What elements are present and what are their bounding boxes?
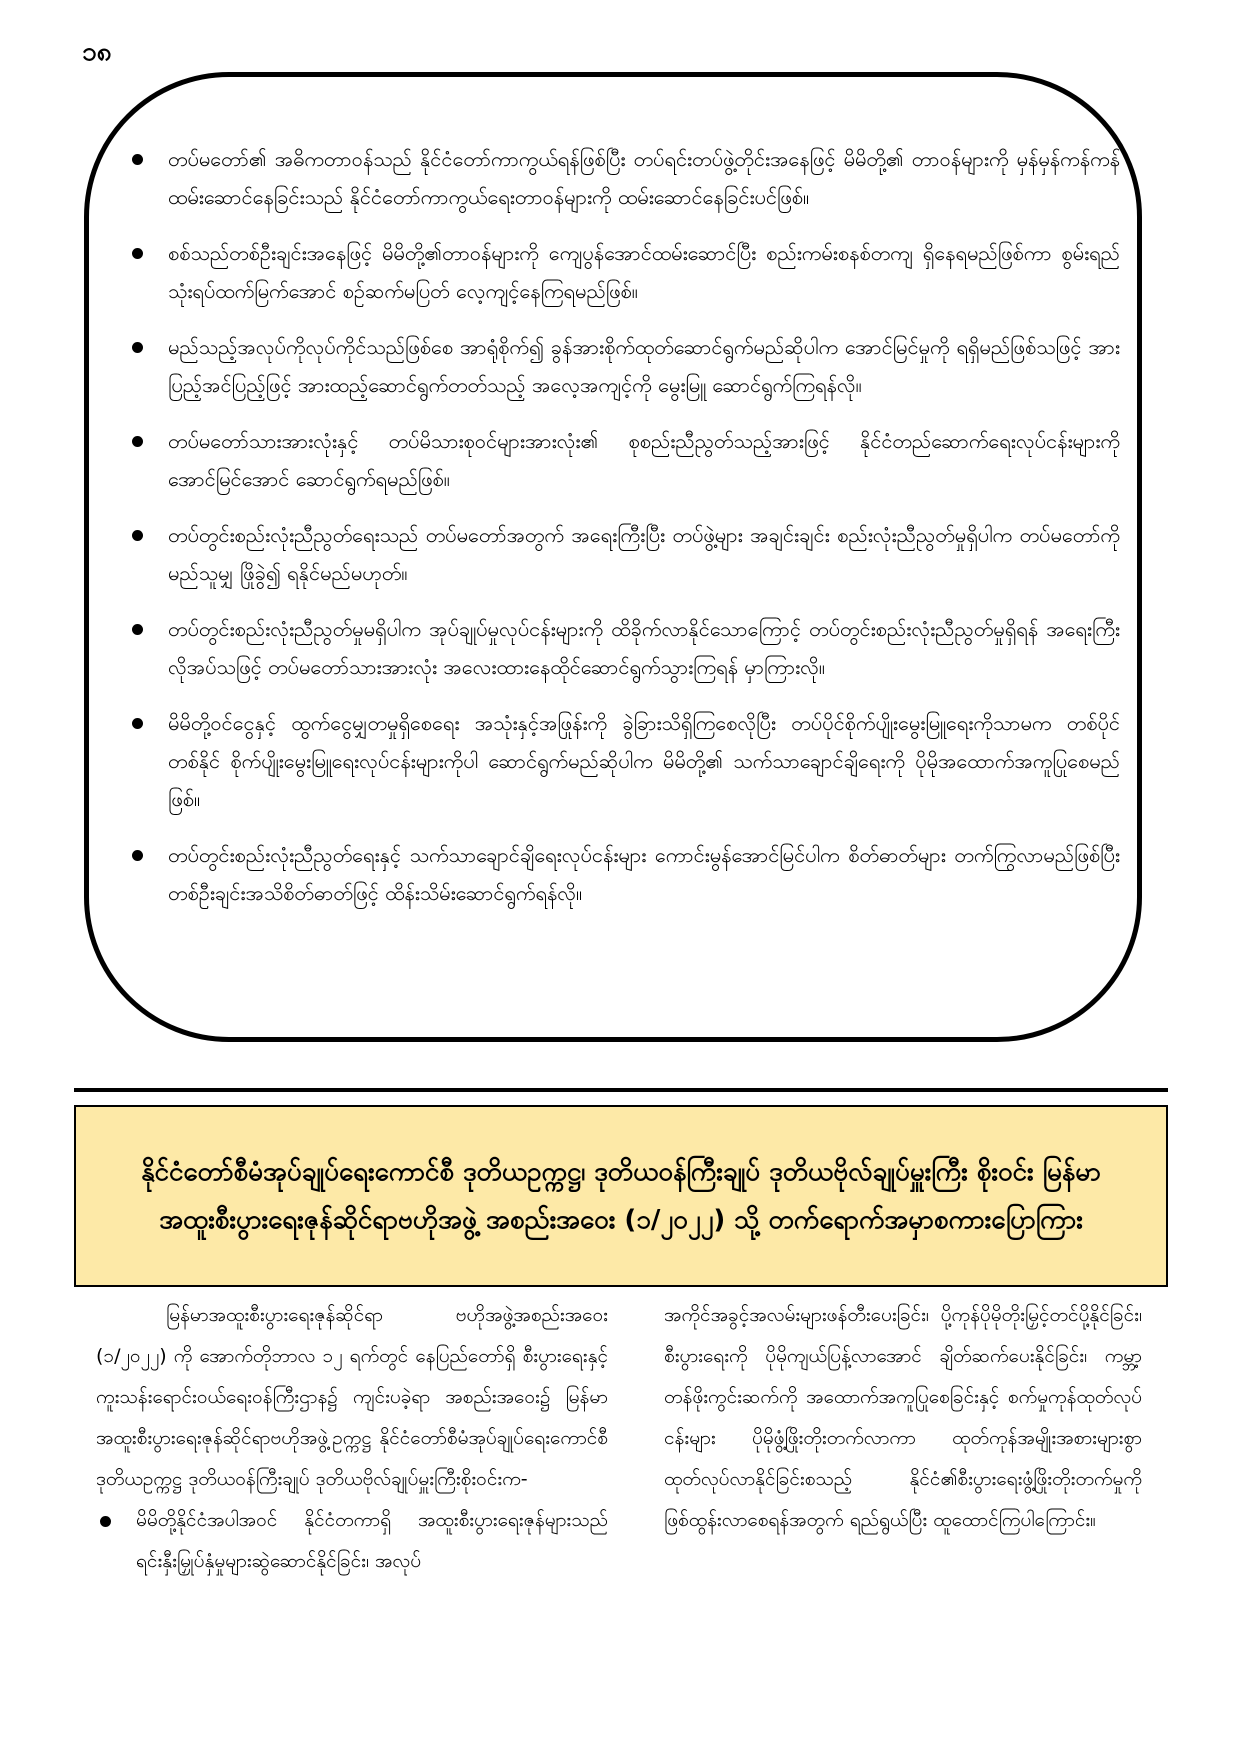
list-item	[130, 516, 1120, 592]
bullet-list	[130, 140, 1120, 930]
bullet-icon	[100, 1516, 111, 1527]
body-column-right	[664, 1295, 1142, 1541]
bullet-icon	[132, 154, 143, 165]
list-item	[130, 234, 1120, 310]
body-bullet	[96, 1500, 608, 1582]
body-paragraph: အကိုင်အခွင့်အလမ်းများဖန်တီးပေးခြင်း၊ ပို့ကုန်ပိုမိုတိုးမြှင့်တင်ပို့နိုင်ခြင်း၊ စီးပွားရေးကို ပိုမိုကျယ်ပြန့်လာအောင် ချိတ်ဆက်ပေးနိုင်ခြင်း၊ ကမ္ဘာ့တန်ဖိုးကွင်းဆက်ကို အထောက်အကူပြုစေခြင်းနှင့် စက်မှုကုန်ထုတ်လုပ်ငန်းများ ပိုမိုဖွံ့ဖြိုးတိုးတက်လာကာ ထုတ်ကုန်အမျိုးအစားများစွာ ထုတ်လုပ်လာနိုင်ခြင်းစသည့် နိုင်ငံ၏စီးပွားရေးဖွံ့ဖြိုးတိုးတက်မှုကို ဖြစ်ထွန်းလာစေရန်အတွက် ရည်ရွယ်ပြီး ထူထောင်ကြပါကြောင်း။	[664, 1304, 1142, 1531]
list-item-text: တပ်တွင်းစည်းလုံးညီညွတ်မှုမရှိပါက အုပ်ချုပ်မှုလုပ်ငန်းများကို ထိခိုက်လာနိုင်သောကြောင့် တပ်တွင်းစည်းလုံးညီညွတ်မှုရှိရန် အရေးကြီးလိုအပ်သဖြင့် တပ်မတော်သားအားလုံး အလေးထားနေထိုင်ဆောင်ရွက်သွားကြရန် မှာကြားလို။	[168, 617, 1120, 679]
body-bullet-text: မိမိတို့နိုင်ငံအပါအဝင် နိုင်ငံတကာရှိ အထူးစီးပွားရေးဇုန်များသည် ရင်းနှီးမြှုပ်နှံမှုများဆွဲဆောင်နိုင်ခြင်း၊ အလုပ်	[136, 1509, 608, 1572]
bullet-icon	[132, 342, 143, 353]
page-number: ၁၈	[82, 37, 112, 67]
bullet-icon	[132, 850, 143, 861]
headline-box	[74, 1105, 1168, 1287]
bullet-icon	[132, 718, 143, 729]
bullet-icon	[132, 530, 143, 541]
body-column-left	[96, 1295, 608, 1582]
list-item	[130, 328, 1120, 404]
bullet-icon	[132, 436, 143, 447]
list-item-text: တပ်တွင်းစည်းလုံးညီညွတ်ရေးသည် တပ်မတော်အတွက် အရေးကြီးပြီး တပ်ဖွဲ့များ အချင်းချင်း စည်းလုံးညီညွတ်မှုရှိပါက တပ်မတော်ကို မည်သူမျှ ဖြိုခွဲ၍ ရနိုင်မည်မဟုတ်။	[168, 523, 1120, 585]
list-item-text: တပ်တွင်းစည်းလုံးညီညွတ်ရေးနှင့် သက်သာချောင်ချိရေးလုပ်ငန်းများ ကောင်းမွန်အောင်မြင်ပါက စိတ်ဓာတ်များ တက်ကြွလာမည်ဖြစ်ပြီး တစ်ဦးချင်းအသိစိတ်ဓာတ်ဖြင့် ထိန်းသိမ်းဆောင်ရွက်ရန်လို။	[168, 843, 1120, 905]
article-headline: နိုင်ငံတော်စီမံအုပ်ချုပ်ရေးကောင်စီ ဒုတိယဥက္ကဋ္ဌ၊ ဒုတိယဝန်ကြီးချုပ် ဒုတိယဗိုလ်ချုပ်မှူးကြီး စိုးဝင်း မြန်မာအထူးစီးပွားရေးဇုန်ဆိုင်ရာဗဟိုအဖွဲ့ အစည်းအဝေး (၁/၂၀၂၂) သို့ တက်ရောက်အမှာစကားပြောကြား	[141, 1157, 1101, 1235]
bullet-icon	[132, 248, 143, 259]
section-divider	[74, 1088, 1168, 1092]
list-item-text: မိမိတို့ဝင်ငွေနှင့် ထွက်ငွေမျှတမှုရှိစေရေး အသုံးနှင့်အဖြုန်းကို ခွဲခြားသိရှိကြစေလိုပြီး တပ်ပိုင်စိုက်ပျိုးမွေးမြူရေးကိုသာမက တစ်ပိုင်တစ်နိုင် စိုက်ပျိုးမွေးမြူရေးလုပ်ငန်းများကိုပါ ဆောင်ရွက်မည်ဆိုပါက မိမိတို့၏ သက်သာချောင်ချိရေးကို ပိုမိုအထောက်အကူပြုစေမည်ဖြစ်။	[168, 711, 1120, 811]
body-paragraph: မြန်မာအထူးစီးပွားရေးဇုန်ဆိုင်ရာ ဗဟိုအဖွဲ့အစည်းအဝေး (၁/၂၀၂၂) ကို အောက်တိုဘာလ ၁၂ ရက်တွင် နေပြည်တော်ရှိ စီးပွားရေးနှင့်ကူးသန်းရောင်းဝယ်ရေးဝန်ကြီးဌာန၌ ကျင်းပခဲ့ရာ အစည်းအဝေး၌ မြန်မာအထူးစီးပွားရေးဇုန်ဆိုင်ရာဗဟိုအဖွဲ့ဥက္ကဋ္ဌ နိုင်ငံတော်စီမံအုပ်ချုပ်ရေးကောင်စီ ဒုတိယဥက္ကဋ္ဌ ဒုတိယဝန်ကြီးချုပ် ဒုတိယဗိုလ်ချုပ်မှူးကြီးစိုးဝင်းက-	[96, 1304, 608, 1490]
bullet-icon	[132, 624, 143, 635]
list-item-text: တပ်မတော်သားအားလုံးနှင့် တပ်မိသားစုဝင်များအားလုံး၏ စုစည်းညီညွတ်သည့်အားဖြင့် နိုင်ငံတည်ဆောက်ရေးလုပ်ငန်းများကို အောင်မြင်အောင် ဆောင်ရွက်ရမည်ဖြစ်။	[168, 429, 1120, 491]
list-item-text: စစ်သည်တစ်ဦးချင်းအနေဖြင့် မိမိတို့၏တာဝန်များကို ကျေပွန်အောင်ထမ်းဆောင်ပြီး စည်းကမ်းစနစ်တကျ ရှိနေရမည်ဖြစ်ကာ စွမ်းရည်သုံးရပ်ထက်မြက်အောင် စဉ်ဆက်မပြတ် လေ့ကျင့်နေကြရမည်ဖြစ်။	[168, 241, 1120, 303]
list-item	[130, 140, 1120, 216]
list-item	[130, 836, 1120, 912]
list-item	[130, 704, 1120, 818]
list-item	[130, 610, 1120, 686]
list-item-text: တပ်မတော်၏ အဓိကတာဝန်သည် နိုင်ငံတော်ကာကွယ်ရန်ဖြစ်ပြီး တပ်ရင်းတပ်ဖွဲ့တိုင်းအနေဖြင့် မိမိတို့၏ တာဝန်များကို မှန်မှန်ကန်ကန်ထမ်းဆောင်နေခြင်းသည် နိုင်ငံတော်ကာကွယ်ရေးတာဝန်များကို ထမ်းဆောင်နေခြင်းပင်ဖြစ်။	[168, 147, 1120, 209]
list-item	[130, 422, 1120, 498]
list-item-text: မည်သည့်အလုပ်ကိုလုပ်ကိုင်သည်ဖြစ်စေ အာရုံစိုက်၍ ခွန်အားစိုက်ထုတ်ဆောင်ရွက်မည်ဆိုပါက အောင်မြင်မှုကို ရရှိမည်ဖြစ်သဖြင့် အားပြည့်အင်ပြည့်ဖြင့် အားထည့်ဆောင်ရွက်တတ်သည့် အလေ့အကျင့်ကို မွေးမြူ ဆောင်ရွက်ကြရန်လို။	[168, 335, 1120, 397]
